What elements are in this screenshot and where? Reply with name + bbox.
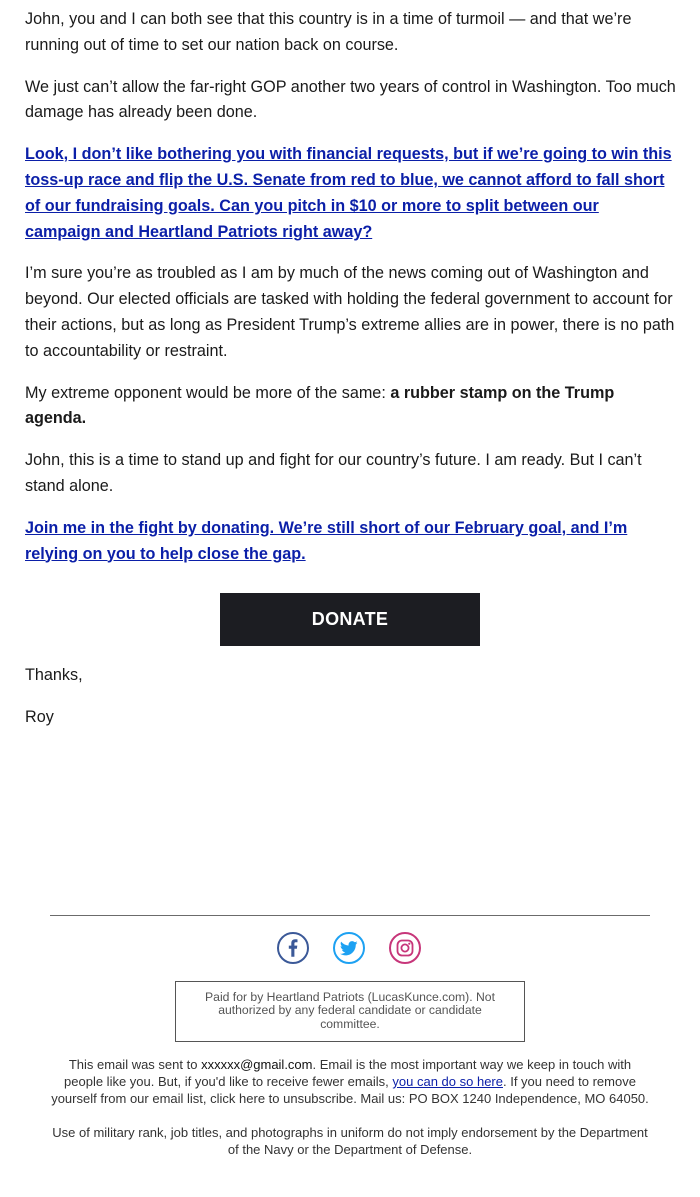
footer-spacer — [50, 1107, 650, 1124]
social-links — [0, 932, 700, 968]
donate-button[interactable]: DONATE — [220, 593, 480, 646]
paragraph-join — [25, 516, 677, 568]
paragraph-troubled: I’m sure you’re as troubled as I am by much of the news coming out of Washington and beyond. Our elected officials are tasked with holding the federal government to account for their actions, but as long as President Trump’s extreme allies are in power, there is no path to accountability or restraint. — [25, 264, 675, 360]
signoff-name: Roy — [25, 708, 54, 726]
unsubscribe-notice — [50, 1056, 650, 1107]
paragraph-opponent — [25, 381, 677, 433]
footer-divider — [50, 915, 650, 916]
recipient-email: xxxxxx@gmail.com — [201, 1057, 313, 1072]
paragraph-gop-control: We just can’t allow the far-right GOP another two years of control in Washington. Too much damage has already been done. — [25, 77, 676, 122]
paid-for-disclaimer: Paid for by Heartland Patriots (LucasKunce.com). Not authorized by any federal candidate or candidate committee. — [175, 981, 525, 1042]
facebook-icon[interactable] — [277, 932, 309, 964]
opponent-bold-text: a rubber stamp on the Trump agenda. — [25, 383, 615, 428]
email-body — [25, 7, 677, 583]
sent-prefix: This email was sent to — [68, 1057, 202, 1072]
opponent-lead-text: My extreme opponent would be more of the same: — [25, 383, 391, 402]
fewer-emails-link[interactable]: you can do so here — [392, 1074, 503, 1089]
military-disclaimer: Use of military rank, job titles, and photographs in uniform do not imply endorsement by the Department of the Navy or the Department of Defense. — [52, 1125, 648, 1157]
twitter-icon[interactable] — [333, 932, 365, 964]
sent-suffix: . If you need to remove yourself from our email list, click here to unsubscribe. Mail us: PO BOX 1240 Independence, MO 64050. — [51, 1074, 649, 1106]
donate-button-wrapper — [220, 593, 480, 646]
footer-notice — [50, 1056, 650, 1158]
paragraph-turmoil: John, you and I can both see that this country is in a time of turmoil — and that we’re running out of time to set our nation back on course. — [25, 10, 632, 54]
sent-middle: . Email is the most important way we keep in touch with people like you. But, if you'd like to receive fewer emails, — [64, 1057, 632, 1089]
signoff-thanks: Thanks, — [25, 666, 83, 684]
paragraph-stand-up: John, this is a time to stand up and fight for our country’s future. I am ready. But I can’t stand alone. — [25, 451, 642, 495]
join-fight-link[interactable]: Join me in the fight by donating. We’re still short of our February goal, and I’m relying on you to help close the gap. — [25, 518, 628, 563]
paragraph-appeal — [25, 142, 677, 245]
instagram-icon[interactable] — [389, 932, 421, 964]
donation-appeal-link[interactable]: Look, I don’t like bothering you with financial requests, but if we’re going to win this toss-up race and flip the U.S. Senate from red to blue, we cannot afford to fall short of our fundraising goals. Can you pitch in $10 or more to split between our campaign and Heartland Patriots right away? — [25, 145, 672, 241]
